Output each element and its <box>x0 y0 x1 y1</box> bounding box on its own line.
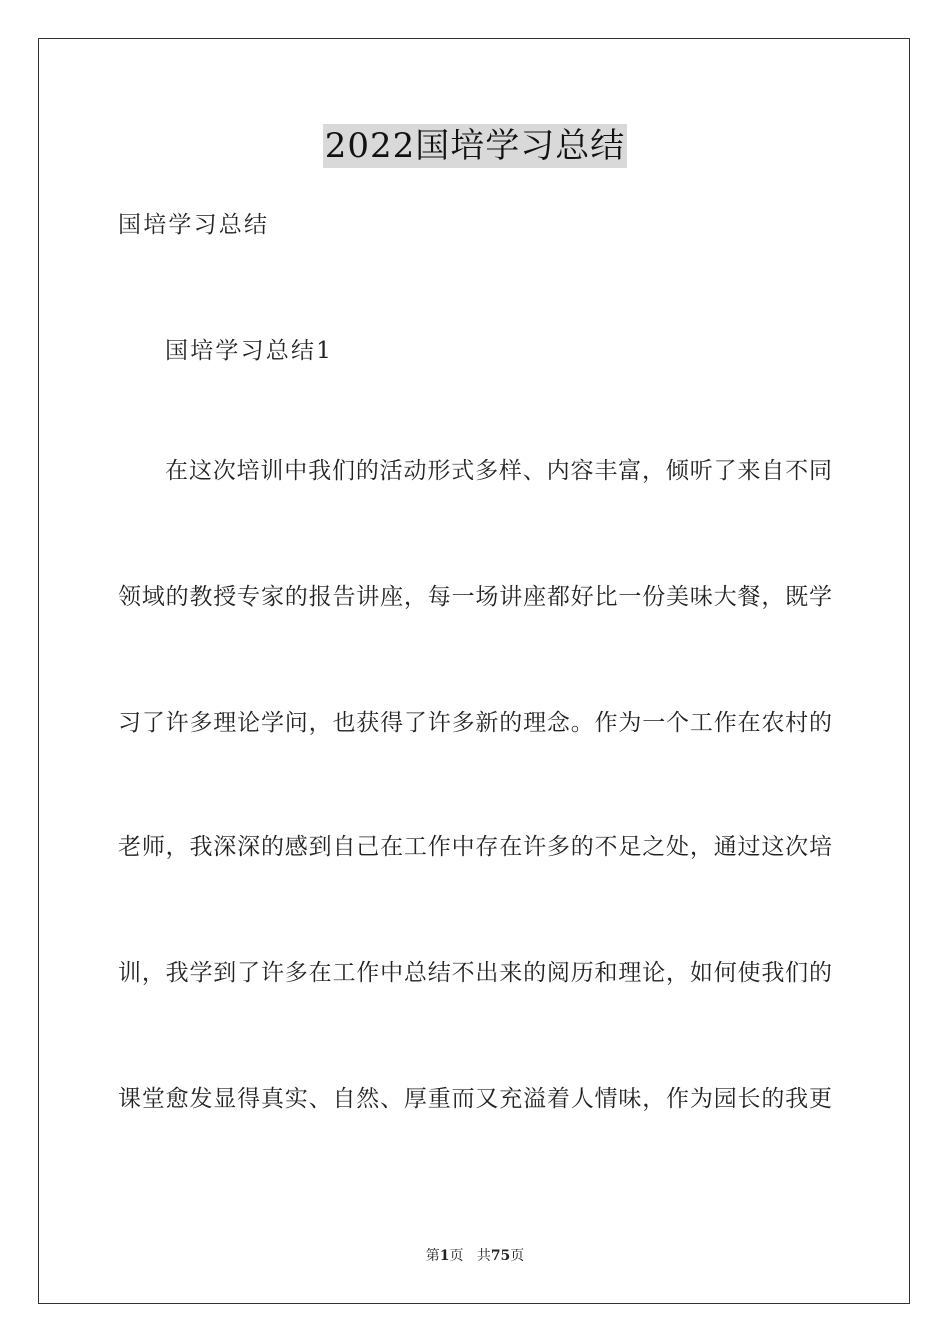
paragraph-line: 习了许多理论学问，也获得了许多新的理念。作为一个工作在农村的 <box>118 710 832 736</box>
document-subtitle: 国培学习总结 <box>118 212 270 238</box>
paragraph-line: 老师，我深深的感到自己在工作中存在许多的不足之处，通过这次培 <box>118 834 832 860</box>
title-container <box>0 124 950 168</box>
document-title: 2022国培学习总结 <box>324 126 626 166</box>
footer-total-pages: 75 <box>490 1248 511 1264</box>
paragraph-line: 在这次培训中我们的活动形式多样、内容丰富，倾听了来自不同 <box>165 458 832 484</box>
footer-page-prefix: 第 <box>425 1248 440 1264</box>
page-footer <box>0 1247 950 1265</box>
footer-total-suffix: 页 <box>510 1248 525 1264</box>
paragraph-line: 训，我学到了许多在工作中总结不出来的阅历和理论，如何使我们的 <box>118 960 832 986</box>
paragraph-line: 领域的教授专家的报告讲座，每一场讲座都好比一份美味大餐，既学 <box>118 584 832 610</box>
paragraph-line: 课堂愈发显得真实、自然、厚重而又充溢着人情味，作为园长的我更 <box>118 1086 832 1112</box>
footer-total-prefix: 共 <box>476 1248 491 1264</box>
footer-page-number: 1 <box>439 1248 450 1264</box>
section-heading: 国培学习总结1 <box>165 338 334 364</box>
footer-page-suffix: 页 <box>449 1248 464 1264</box>
